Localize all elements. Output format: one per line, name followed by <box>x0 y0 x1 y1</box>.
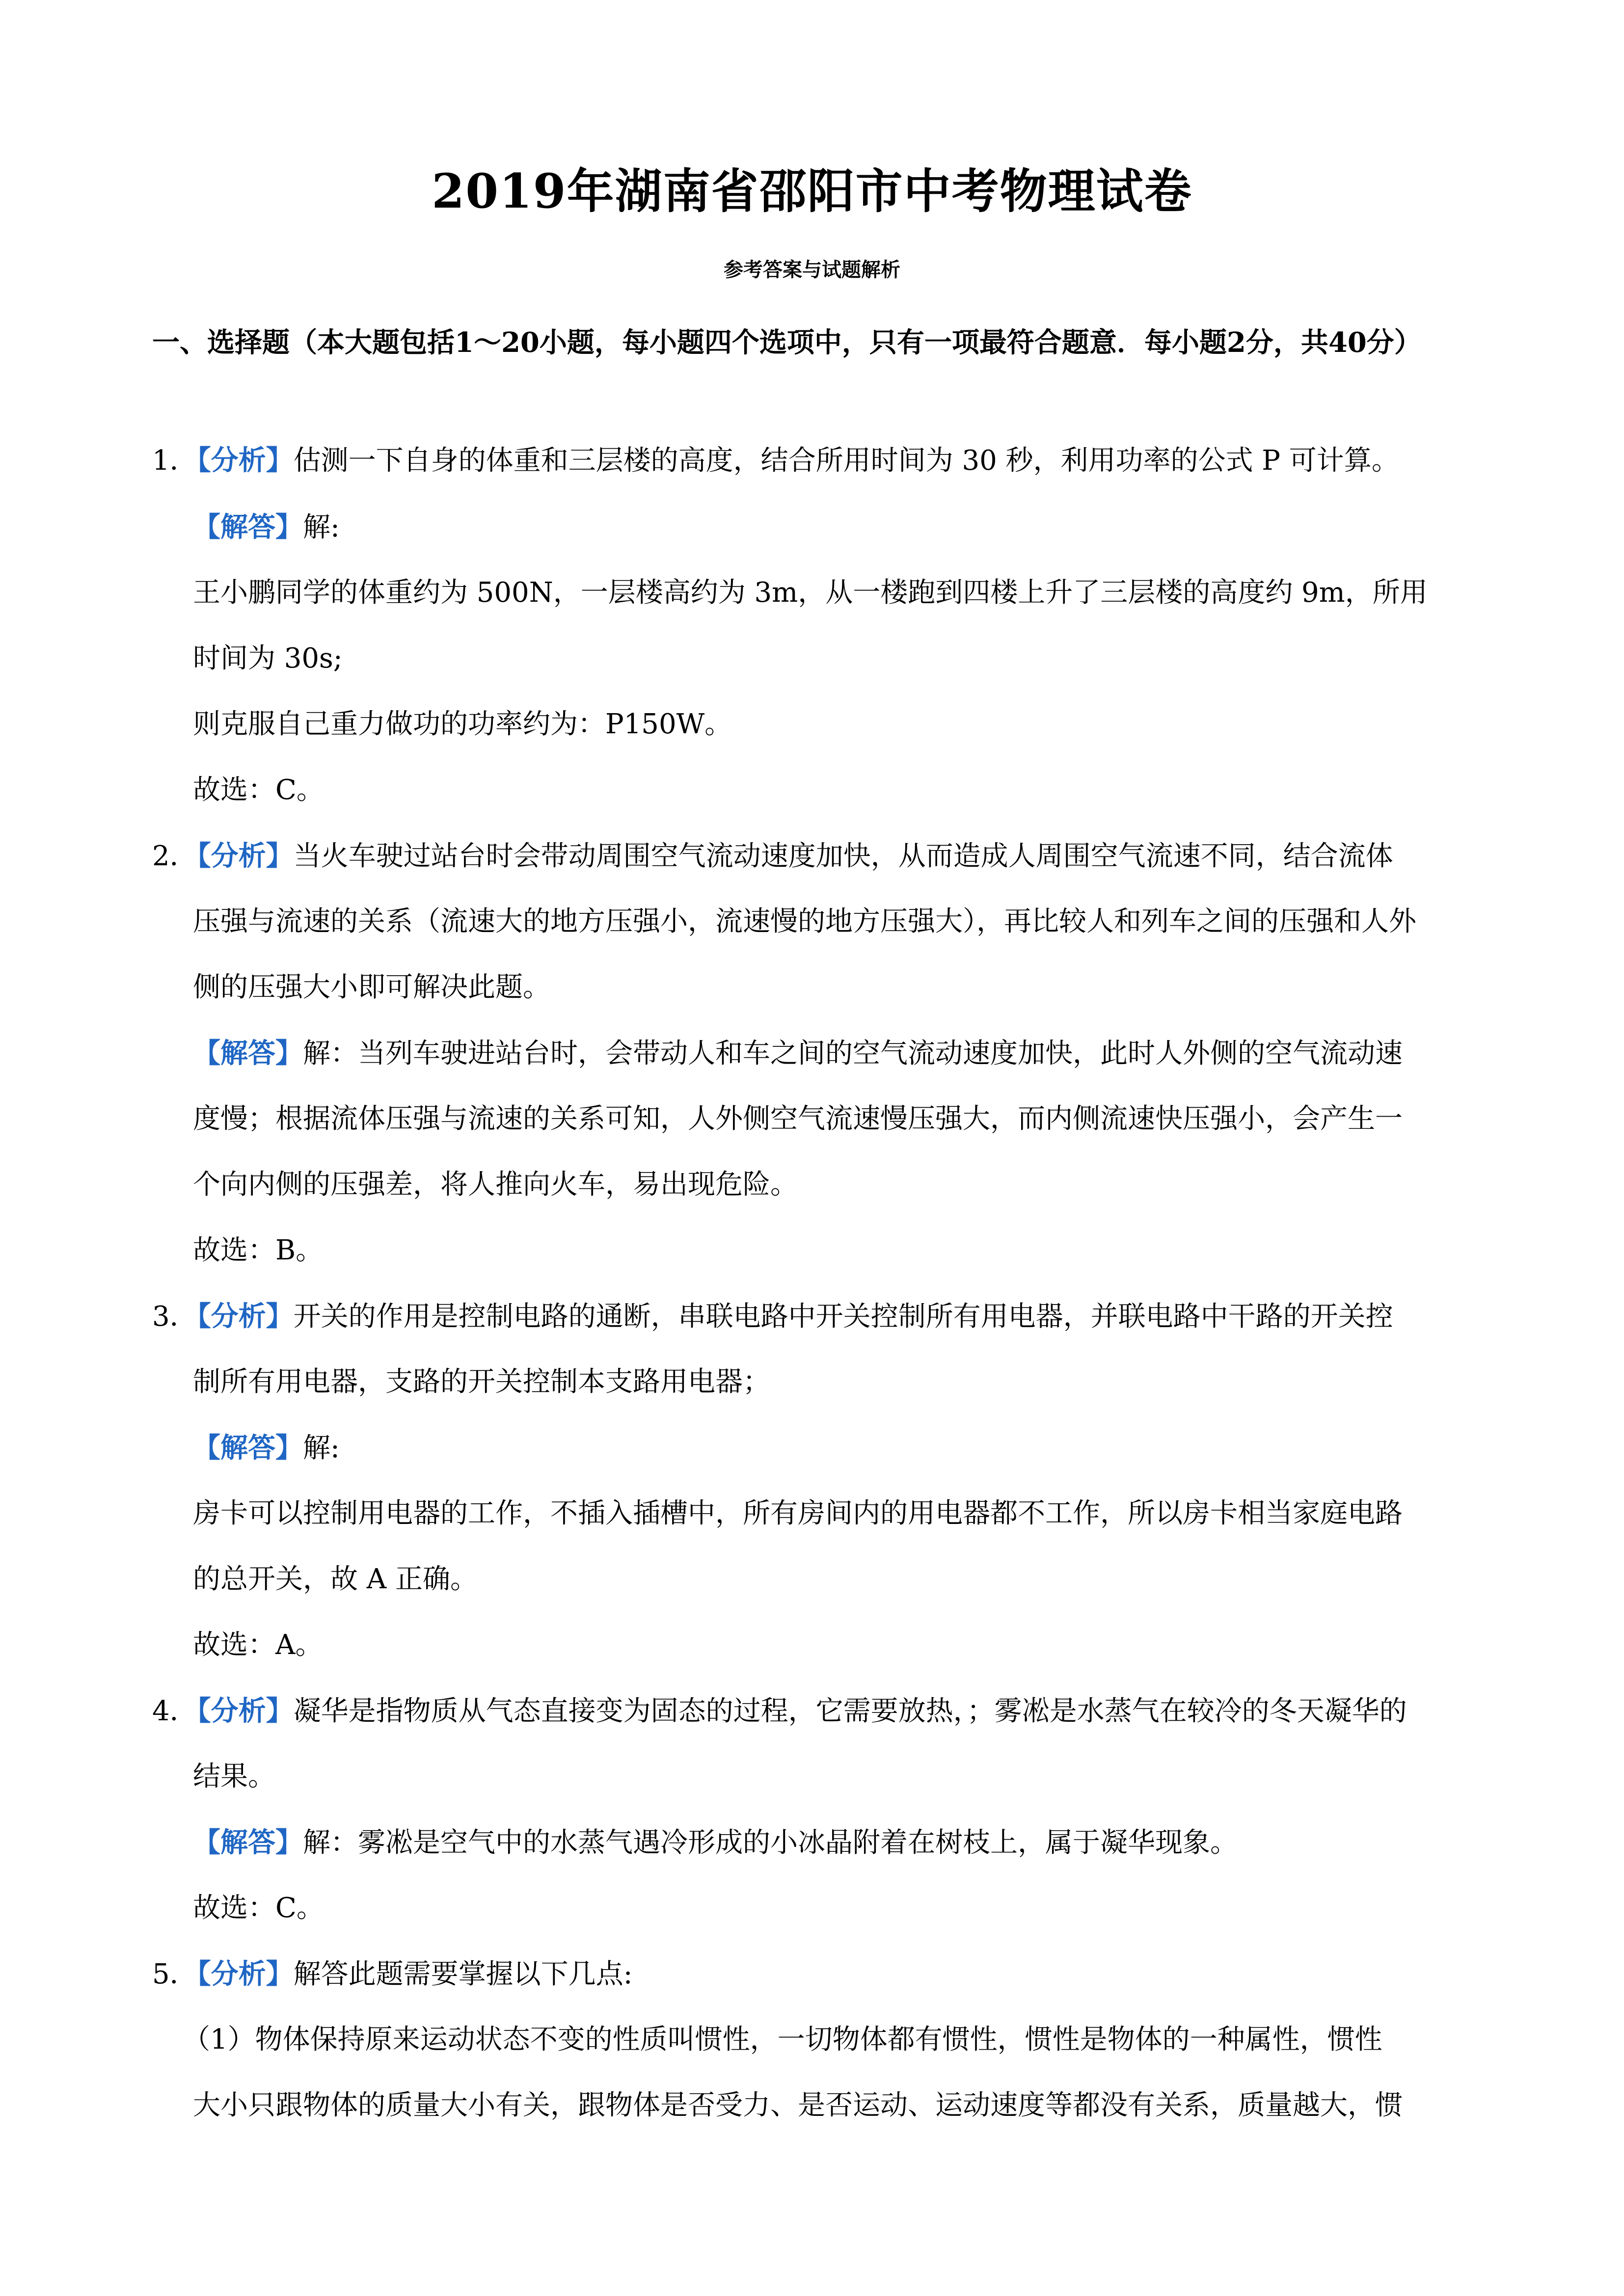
analysis-text: 解答此题需要掌握以下几点: <box>293 1958 633 1990</box>
document-subtitle: 参考答案与试题解析 <box>724 258 900 281</box>
q1-answer-line <box>193 507 340 547</box>
answer-tag: 【解答】 <box>193 1037 303 1069</box>
answer-text: 个向内侧的压强差，将人推向火车，易出现危险。 <box>193 1169 798 1201</box>
question-number: 5． <box>152 1958 197 1990</box>
answer-text: 解：雾凇是空气中的水蒸气遇冷形成的小冰晶附着在树枝上，属于凝华现象。 <box>303 1827 1238 1859</box>
answer-text: 的总开关，故 A 正确。 <box>193 1563 478 1595</box>
q4-analysis-line <box>152 1691 1407 1731</box>
answer-text: 解: <box>303 511 340 543</box>
analysis-text: 大小只跟物体的质量大小有关，跟物体是否受力、是否运动、运动速度等都没有关系，质量越大，惯 <box>193 2089 1403 2121</box>
q3-analysis-line <box>152 1297 1393 1336</box>
q4-answer-line <box>193 1823 1238 1863</box>
analysis-text: （1）物体保持原来运动状态不变的性质叫惯性，一切物体都有惯性，惯性是物体的一种属性，惯性 <box>183 2024 1382 2056</box>
analysis-text: 制所有用电器，支路的开关控制本支路用电器； <box>193 1366 770 1398</box>
question-number: 1． <box>152 445 197 477</box>
answer-text: 房卡可以控制用电器的工作，不插入插槽中，所有房间内的用电器都不工作，所以房卡相当家庭电路 <box>193 1497 1403 1529</box>
answer-text: 则克服自己重力做功的功率约为：P150W。 <box>193 708 732 740</box>
answer-text: 度慢；根据流体压强与流速的关系可知，人外侧空气流速慢压强大，而内侧流速快压强小，会产生一 <box>193 1103 1403 1135</box>
answer-tag: 【解答】 <box>193 1432 303 1464</box>
choice-text: 故选：C。 <box>193 1892 324 1924</box>
answer-tag: 【解答】 <box>193 1826 303 1859</box>
q5-analysis-line <box>152 1954 633 1994</box>
question-number: 4． <box>152 1695 197 1727</box>
question-number: 2． <box>152 840 197 872</box>
choice-text: 故选：A。 <box>193 1629 323 1661</box>
analysis-text: 侧的压强大小即可解决此题。 <box>193 971 550 1003</box>
choice-text: 故选：C。 <box>193 774 324 806</box>
analysis-tag: 【分析】 <box>197 1958 294 1990</box>
answer-text: 解: <box>303 1432 340 1464</box>
analysis-text: 估测一下自身的体重和三层楼的高度，结合所用时间为 30 秒，利用功率的公式 P 可计算。 <box>293 445 1399 477</box>
analysis-text: 凝华是指物质从气态直接变为固态的过程，它需要放热，；雾凇是水蒸气在较冷的冬天凝华的 <box>293 1695 1407 1727</box>
question-number: 3． <box>152 1301 197 1333</box>
analysis-tag: 【分析】 <box>197 1300 294 1333</box>
q3-answer-line <box>193 1428 340 1468</box>
choice-text: 故选：B。 <box>193 1234 324 1266</box>
q2-answer-line <box>193 1034 1403 1073</box>
answer-text: 解：当列车驶进站台时，会带动人和车之间的空气流动速度加快，此时人外侧的空气流动速 <box>303 1038 1403 1069</box>
analysis-text: 当火车驶过站台时会带动周围空气流动速度加快，从而造成人周围空气流速不同，结合流体 <box>293 840 1393 872</box>
analysis-text: 压强与流速的关系（流速大的地方压强小，流速慢的地方压强大），再比较人和列车之间的压强和人外 <box>193 906 1416 937</box>
answer-text: 王小鹏同学的体重约为 500N，一层楼高约为 3m，从一楼跑到四楼上升了三层楼的高度约 9m，所用 <box>193 577 1428 609</box>
analysis-text: 结果。 <box>193 1761 275 1792</box>
q2-analysis-line <box>152 836 1393 876</box>
section-heading: 一、选择题（本大题包括1～20小题，每小题四个选项中，只有一项最符合题意．每小题2分，共40分） <box>152 326 1422 359</box>
answer-text: 时间为 30s; <box>193 642 343 674</box>
document-title: 2019年湖南省邵阳市中考物理试卷 <box>432 163 1192 219</box>
analysis-text: 开关的作用是控制电路的通断，串联电路中开关控制所有用电器，并联电路中干路的开关控 <box>293 1301 1393 1333</box>
q1-analysis-line <box>152 441 1399 481</box>
analysis-tag: 【分析】 <box>197 444 294 477</box>
analysis-tag: 【分析】 <box>197 840 294 872</box>
analysis-tag: 【分析】 <box>197 1695 294 1727</box>
answer-tag: 【解答】 <box>193 511 303 543</box>
